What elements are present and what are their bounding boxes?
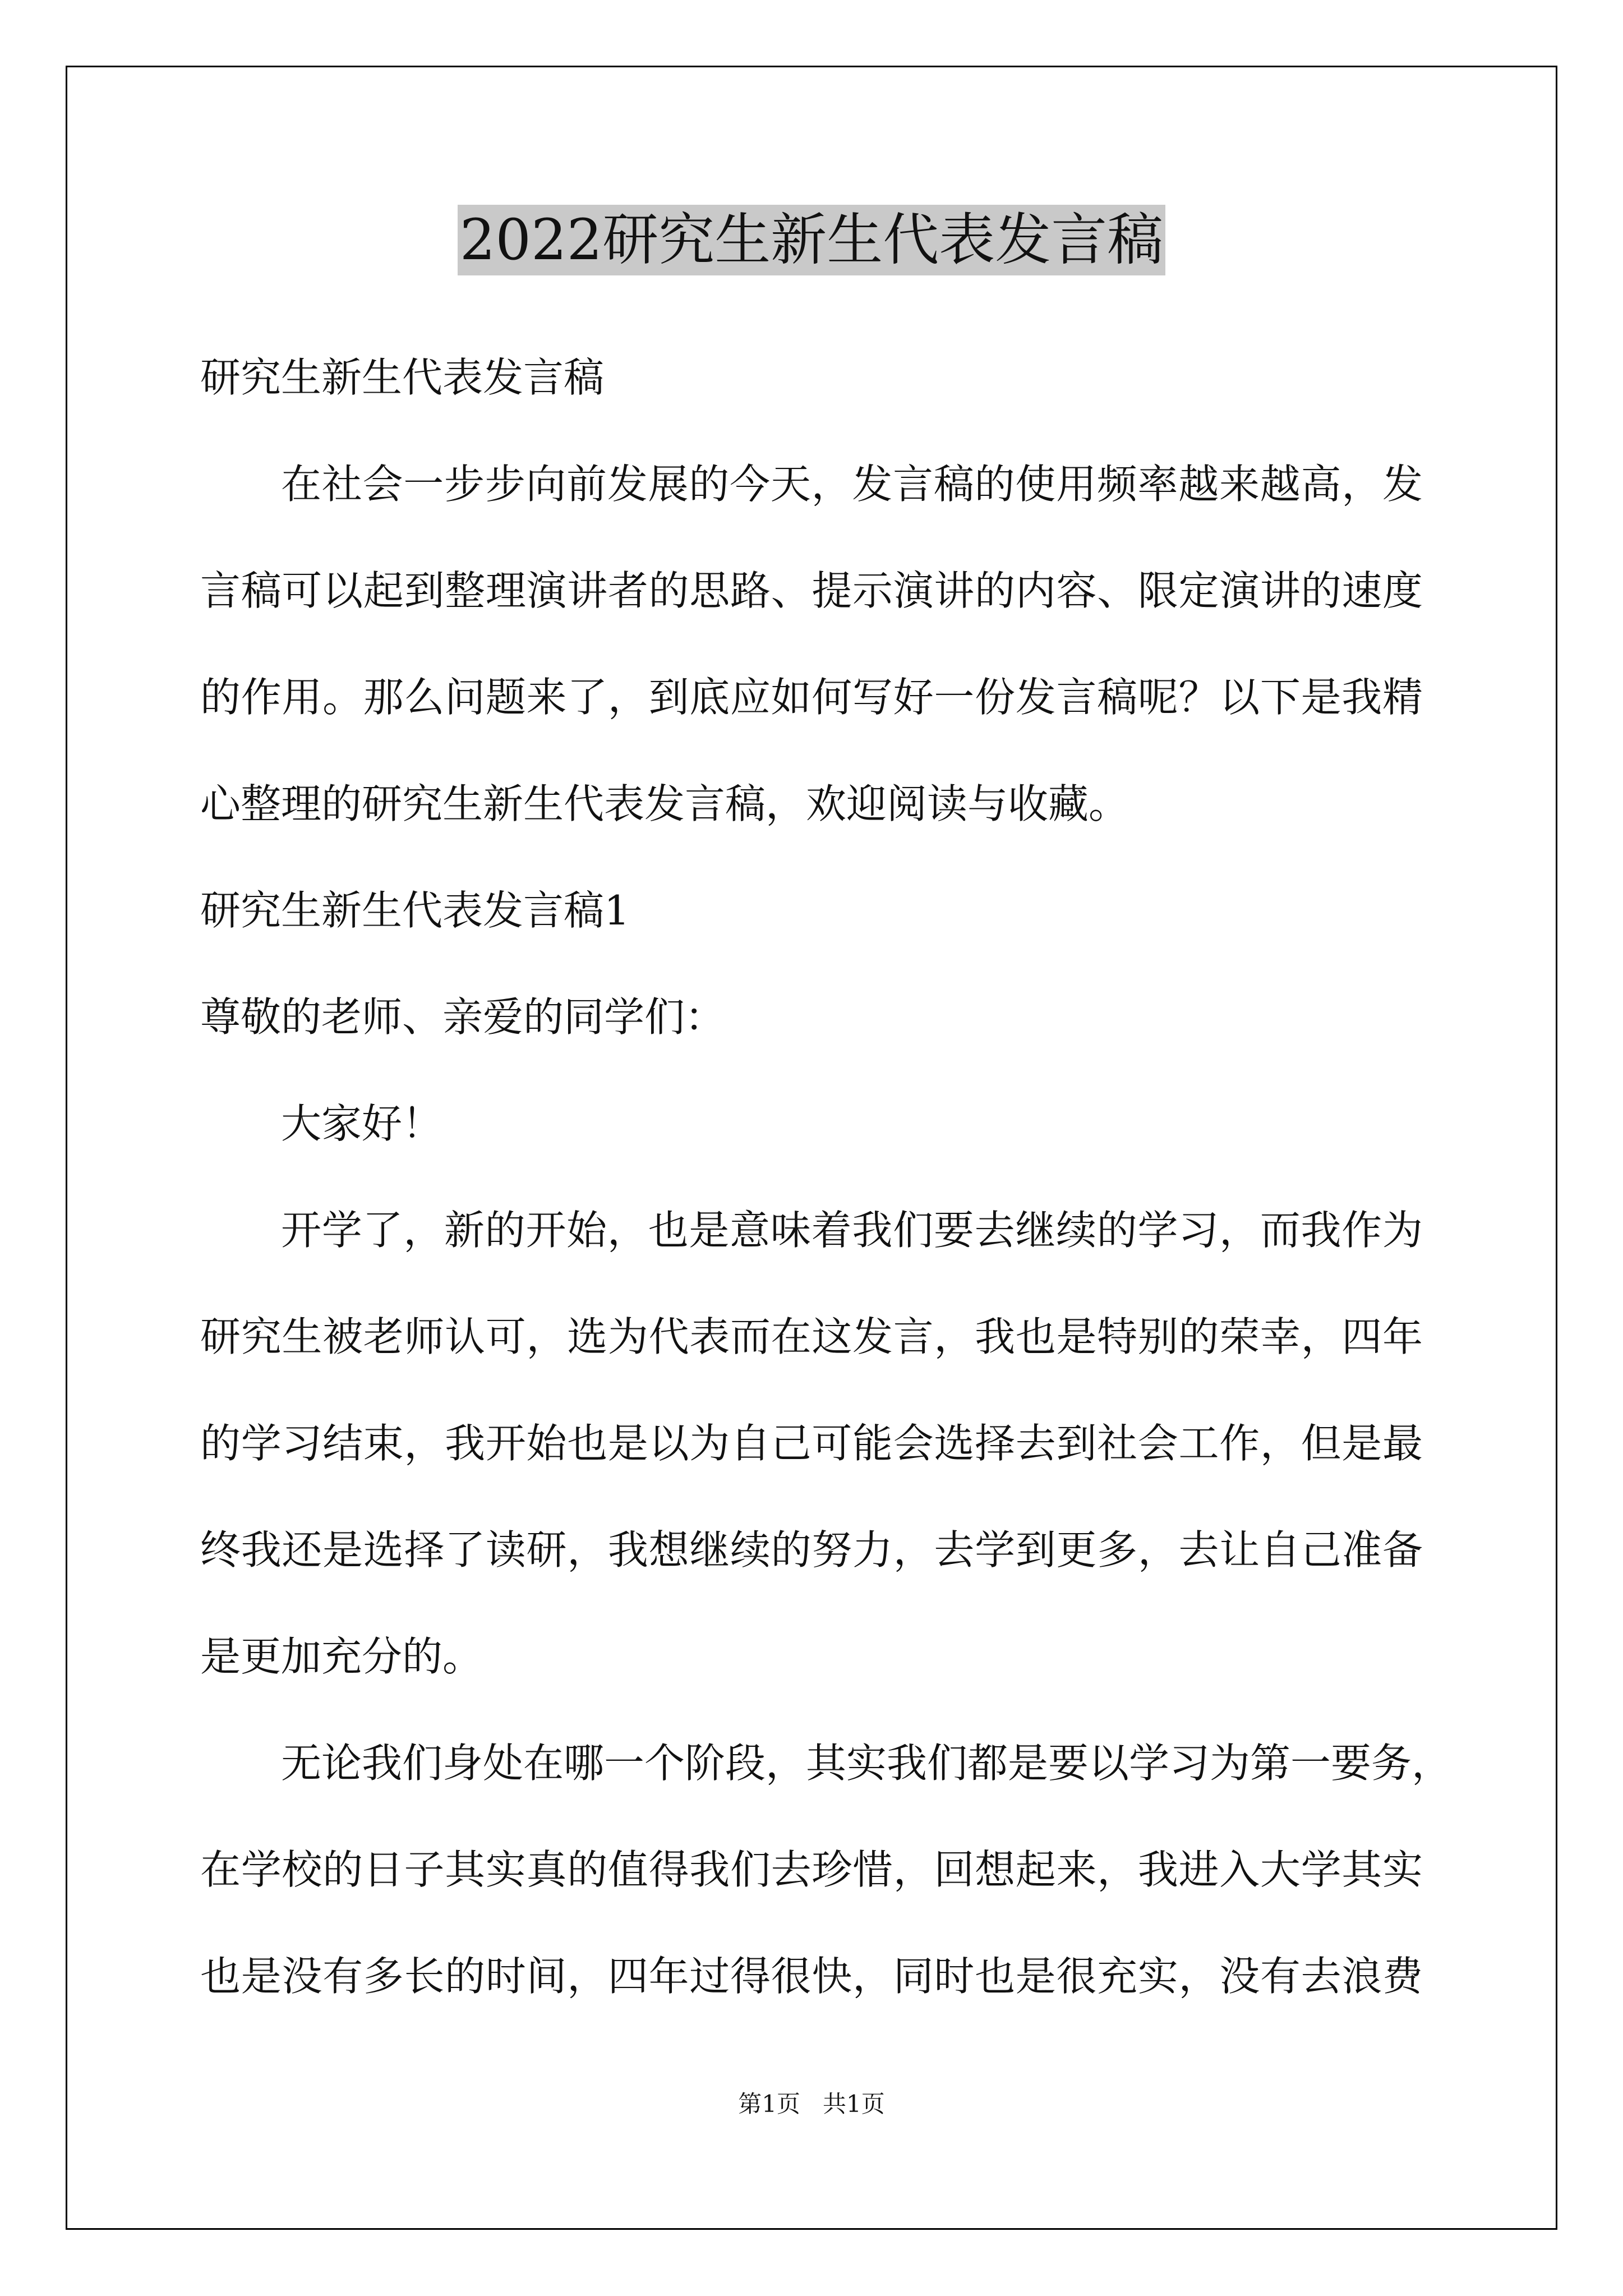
- section-heading: 研究生新生代表发言稿1: [200, 887, 630, 934]
- paragraph-line: 也是没有多长的时间，四年过得很快，同时也是很充实，没有去浪费: [200, 1953, 1423, 2000]
- paragraph-line: 的作用。那么问题来了，到底应如何写好一份发言稿呢？以下是我精: [200, 674, 1423, 721]
- title-row: [0, 205, 1623, 275]
- document-body: [200, 324, 1453, 2030]
- paragraph-line: 在学校的日子其实真的值得我们去珍惜，回想起来，我进入大学其实: [200, 1846, 1423, 1893]
- paragraph-line: 在社会一步步向前发展的今天，发言稿的使用频率越来越高，发: [281, 461, 1423, 508]
- greeting: 大家好！: [281, 1100, 443, 1147]
- paragraph-line: 开学了，新的开始，也是意味着我们要去继续的学习，而我作为: [281, 1207, 1423, 1254]
- paragraph-line: 是更加充分的。: [200, 1633, 483, 1680]
- salutation: 尊敬的老师、亲爱的同学们：: [200, 993, 726, 1041]
- paragraph-line: 终我还是选择了读研，我想继续的努力，去学到更多，去让自己准备: [200, 1526, 1423, 1573]
- paragraph-line: 的学习结束，我开始也是以为自己可能会选择去到社会工作，但是最: [200, 1420, 1423, 1467]
- page-footer: 第1页 共1页: [738, 2090, 885, 2118]
- section-heading: 研究生新生代表发言稿: [200, 354, 605, 401]
- paragraph-line: 无论我们身处在哪一个阶段，其实我们都是要以学习为第一要务，: [281, 1740, 1453, 1787]
- paragraph-line: 言稿可以起到整理演讲者的思路、提示演讲的内容、限定演讲的速度: [200, 567, 1423, 614]
- paragraph-line: 心整理的研究生新生代表发言稿，欢迎阅读与收藏。: [200, 780, 1129, 827]
- paragraph-line: 研究生被老师认可，选为代表而在这发言，我也是特别的荣幸，四年: [200, 1313, 1423, 1360]
- document-title: 2022研究生新生代表发言稿: [458, 205, 1166, 275]
